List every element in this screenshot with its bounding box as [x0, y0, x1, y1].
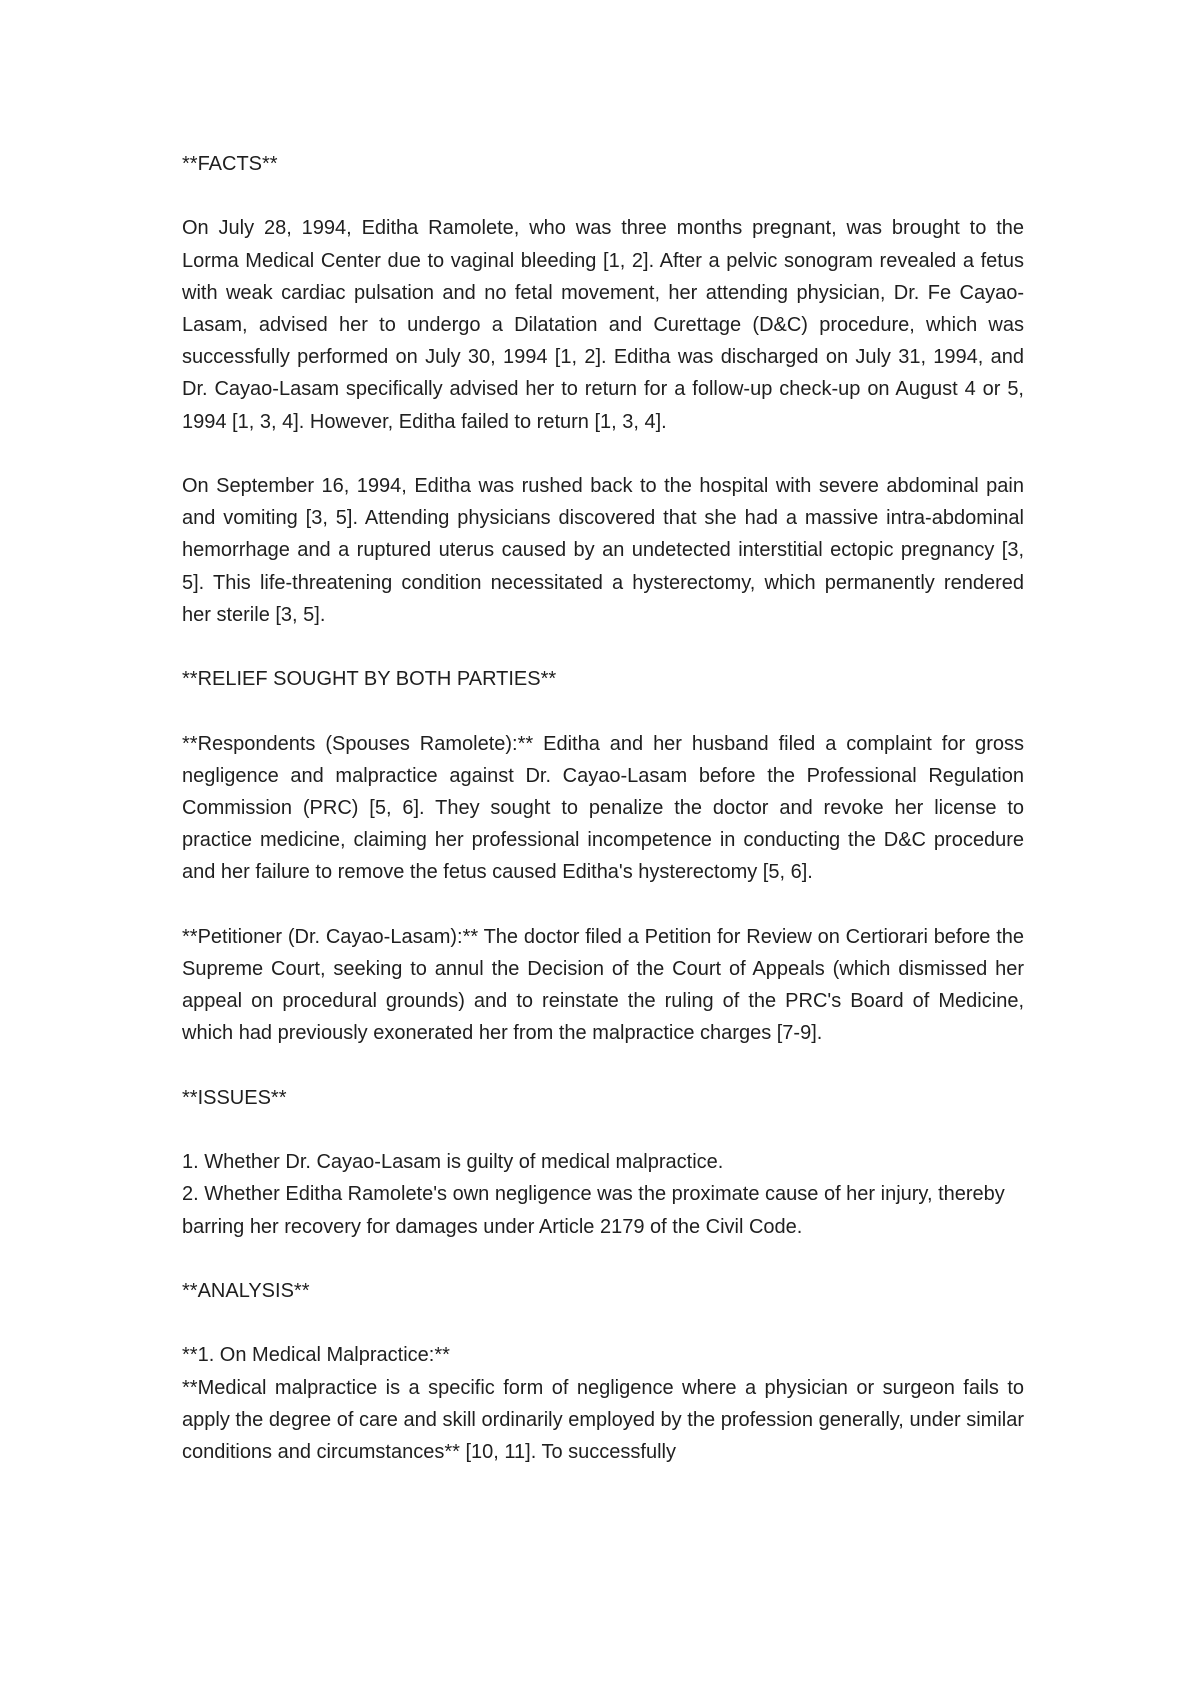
spacer	[182, 695, 1024, 727]
issue-item-1: 1. Whether Dr. Cayao-Lasam is guilty of medical malpractice.	[182, 1151, 724, 1174]
spacer	[182, 1307, 1024, 1339]
facts-paragraph-2: On September 16, 1994, Editha was rushed back to the hospital with severe abdominal pain and vomiting [3, 5]. Attending physicians discovered that she had a massive intra-abdominal hemorrhage and a ruptured uterus caused by an undetected interstitial ectopic pregnancy [3, 5]. This life-threatening condition necessitated a hysterectomy, which permanently rendered her sterile [3, 5].	[182, 475, 1024, 626]
analysis-paragraph-1: **Medical malpractice is a specific form of negligence where a physician or surgeon fails to apply the degree of care and skill ordinarily employed by the profession generally, under similar conditions and circumstances** [10, 11]. To successfully	[182, 1376, 1024, 1463]
facts-paragraph-1: On July 28, 1994, Editha Ramolete, who was three months pregnant, was brought to the Lorma Medical Center due to vaginal bleeding [1, 2]. After a pelvic sonogram revealed a fetus with weak cardiac pulsation and no fetal movement, her attending physician, Dr. Fe Cayao-Lasam, advised her to undergo a Dilatation and Curettage (D&C) procedure, which was successfully performed on July 30, 1994 [1, 2]. Editha was discharged on July 31, 1994, and Dr. Cayao-Lasam specifically advised her to return for a follow-up check-up on August 4 or 5, 1994 [1, 3, 4]. However, Editha failed to return [1, 3, 4].	[182, 217, 1024, 433]
spacer	[182, 1114, 1024, 1146]
spacer	[182, 889, 1024, 921]
document-page	[182, 148, 1024, 1468]
spacer	[182, 631, 1024, 663]
spacer	[182, 438, 1024, 470]
facts-heading: **FACTS**	[182, 153, 278, 175]
spacer	[182, 1050, 1024, 1082]
relief-heading: **RELIEF SOUGHT BY BOTH PARTIES**	[182, 668, 557, 691]
analysis-subheading: **1. On Medical Malpractice:**	[182, 1344, 450, 1367]
relief-respondents-paragraph: **Respondents (Spouses Ramolete):** Editha and her husband filed a complaint for gross negligence and malpractice against Dr. Cayao-Lasam before the Professional Regulation Commission (PRC) [5, 6]. They sought to penalize the doctor and revoke her license to practice medicine, claiming her professional incompetence in conducting the D&C procedure and her failure to remove the fetus caused Editha's hysterectomy [5, 6].	[182, 732, 1024, 884]
spacer	[182, 180, 1024, 212]
analysis-heading: **ANALYSIS**	[182, 1279, 310, 1302]
relief-petitioner-paragraph: **Petitioner (Dr. Cayao-Lasam):** The doctor filed a Petition for Review on Certiorari before the Supreme Court, seeking to annul the Decision of the Court of Appeals (which dismissed her appeal on procedural grounds) and to reinstate the ruling of the PRC's Board of Medicine, which had previously exonerated her from the malpractice charges [7-9].	[182, 925, 1024, 1045]
spacer	[182, 1243, 1024, 1275]
issues-heading: **ISSUES**	[182, 1086, 287, 1109]
issue-item-2: 2. Whether Editha Ramolete's own negligence was the proximate cause of her injury, thereby barring her recovery for damages under Article 2179 of the Civil Code.	[182, 1183, 1005, 1238]
